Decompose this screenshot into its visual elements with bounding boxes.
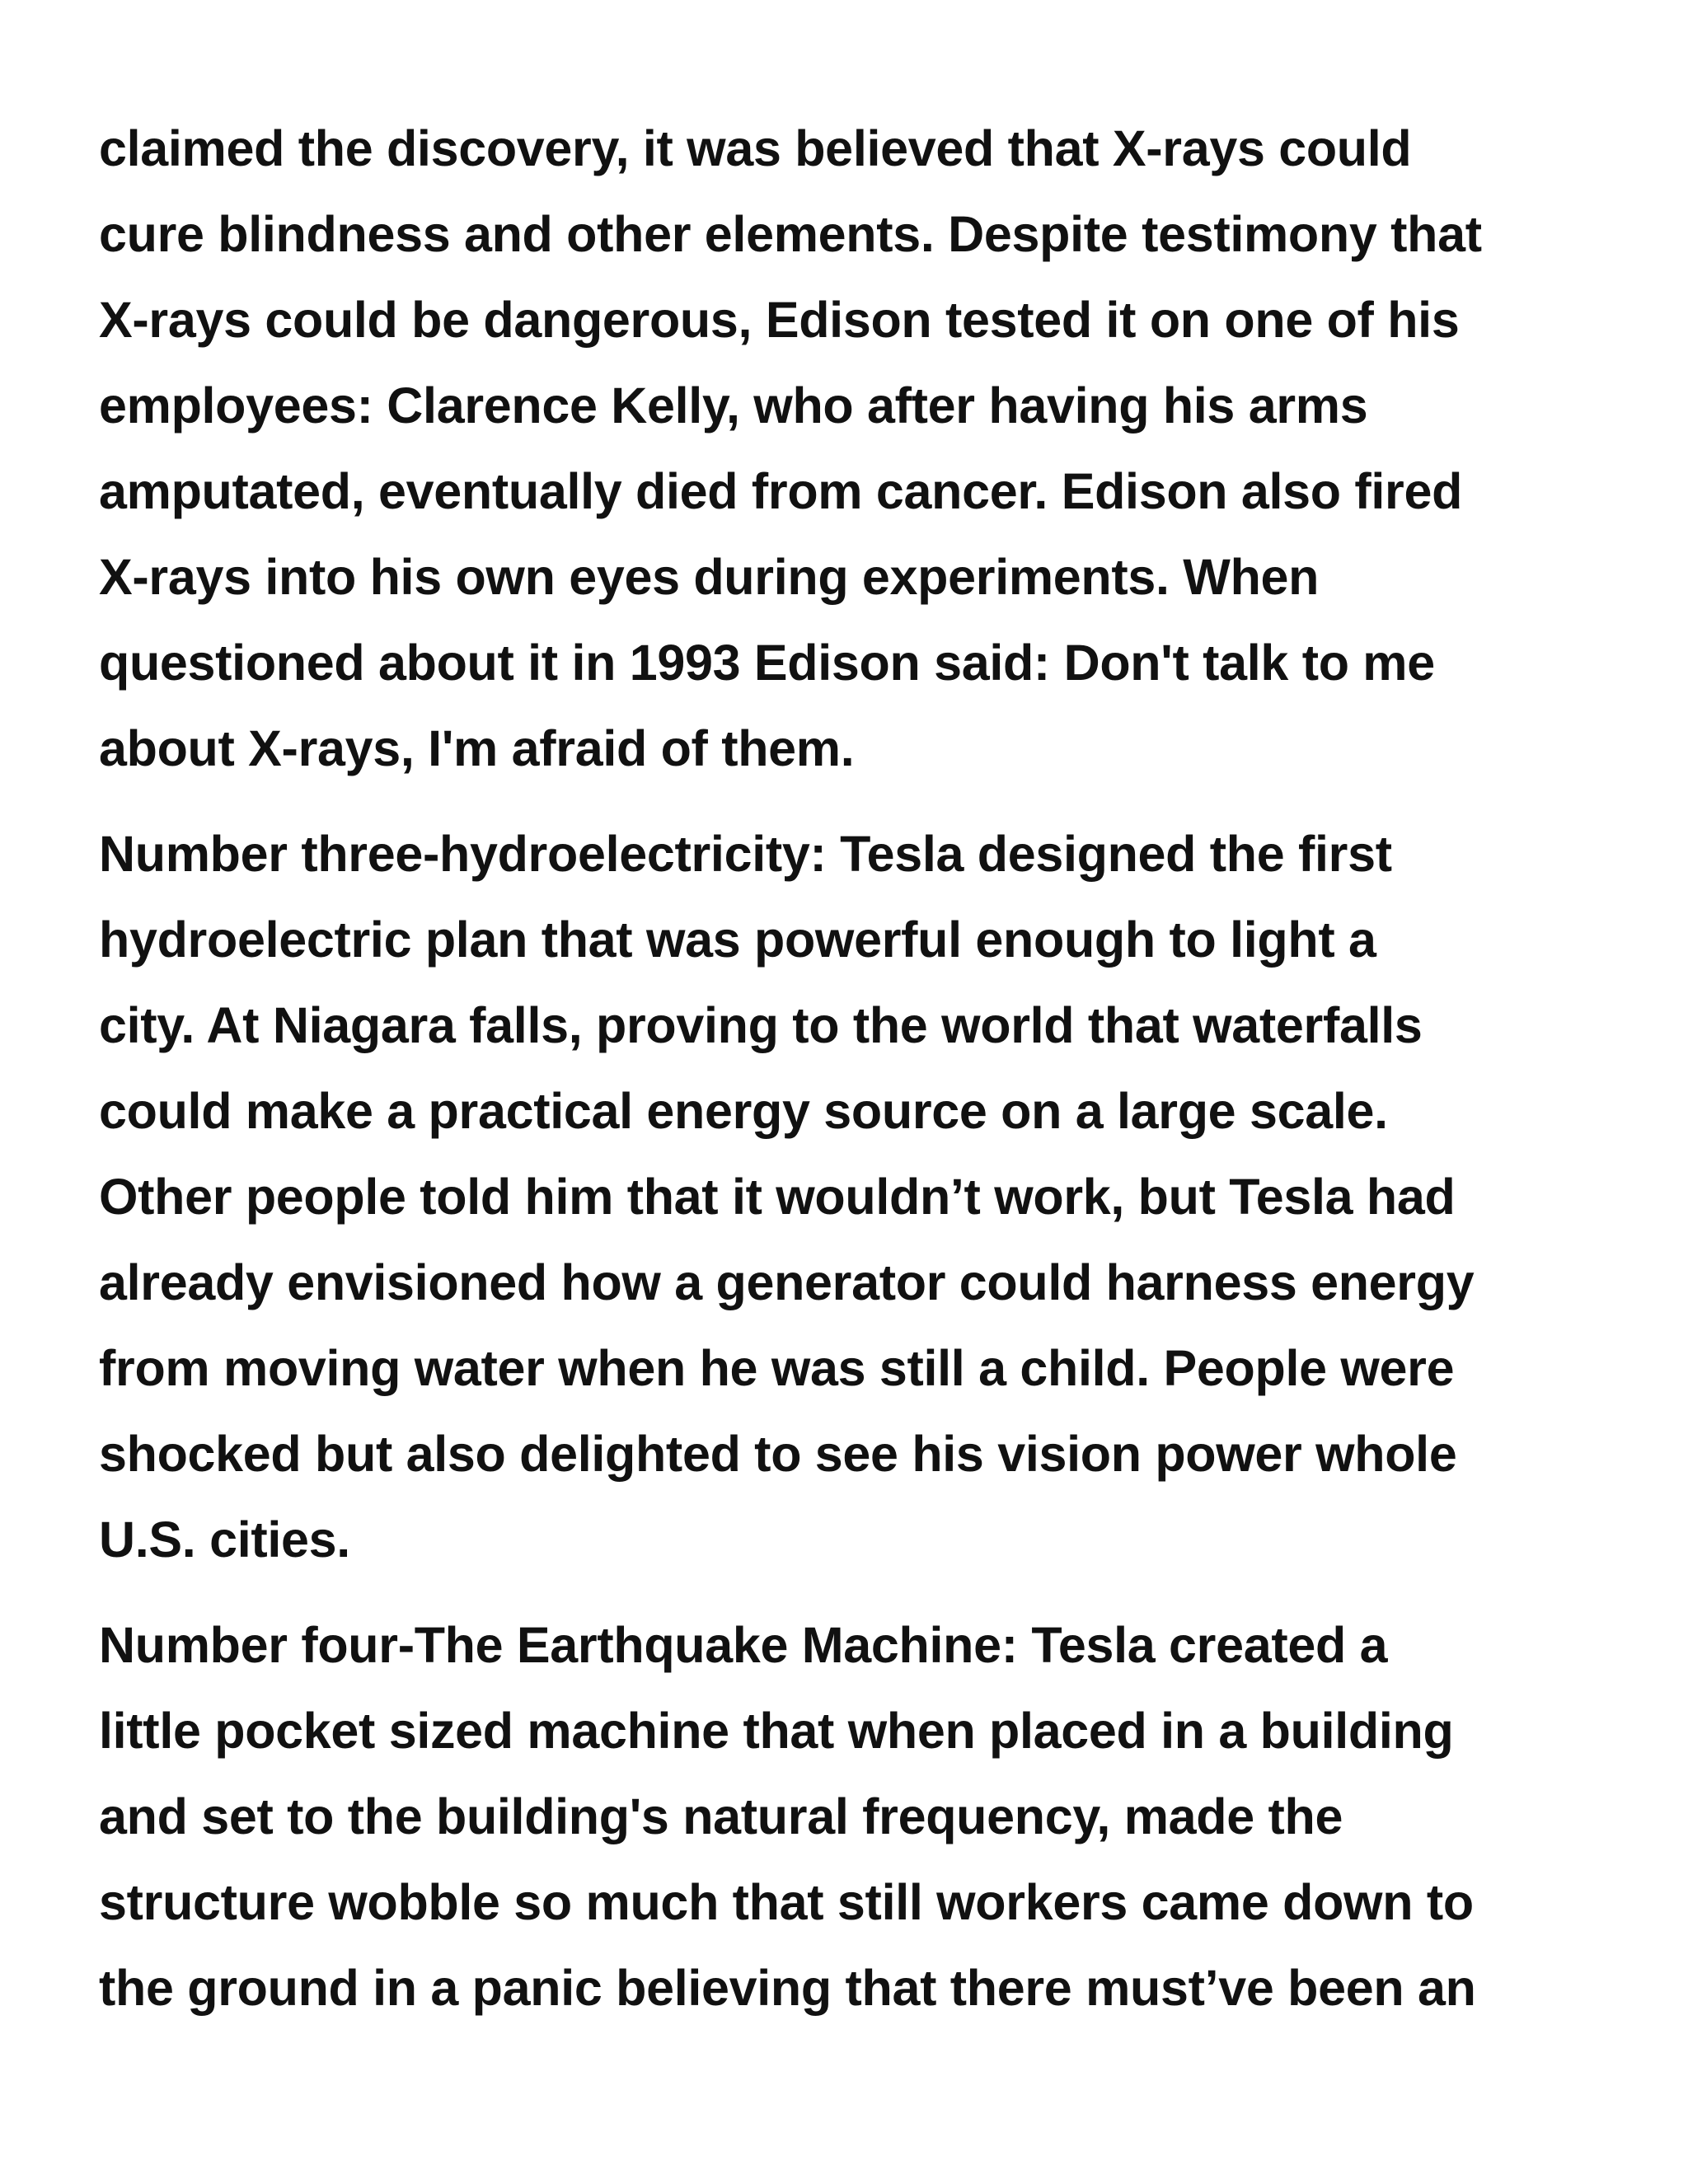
text-line: Other people told him that it wouldn’t work, but Tesla had [99, 1169, 1456, 1225]
text-line: structure wobble so much that still workers came down to [99, 1874, 1474, 1930]
text-line: U.S. cities. [99, 1511, 350, 1568]
text-line: city. At Niagara falls, proving to the world that waterfalls [99, 997, 1423, 1053]
text-line: the ground in a panic believing that there must’ve been an [99, 1960, 1476, 2016]
paragraph-hydroelectricity [99, 811, 1607, 1582]
text-line: Number three-hydroelectricity: Tesla designed the first [99, 826, 1392, 882]
text-line: hydroelectric plan that was powerful enough to light a [99, 912, 1376, 968]
text-line: already envisioned how a generator could harness energy [99, 1254, 1475, 1310]
text-line: could make a practical energy source on a large scale. [99, 1083, 1388, 1139]
text-line: amputated, eventually died from cancer. Edison also fired [99, 463, 1463, 519]
text-line: little pocket sized machine that when placed in a building [99, 1703, 1454, 1759]
text-line: and set to the building's natural frequency, made the [99, 1788, 1343, 1844]
text-line: X-rays could be dangerous, Edison tested it on one of his [99, 292, 1460, 348]
text-line: cure blindness and other elements. Despite testimony that [99, 206, 1482, 262]
text-line: shocked but also delighted to see his vision power whole [99, 1426, 1457, 1482]
document-page [99, 105, 1607, 2050]
text-line: Number four-The Earthquake Machine: Tesla created a [99, 1617, 1388, 1673]
text-line: about X-rays, I'm afraid of them. [99, 720, 855, 776]
text-line: claimed the discovery, it was believed that X-rays could [99, 120, 1412, 176]
paragraph-xrays [99, 105, 1607, 791]
text-line: questioned about it in 1993 Edison said: Don't talk to me [99, 635, 1435, 691]
text-line: X-rays into his own eyes during experiments. When [99, 549, 1320, 605]
paragraph-earthquake-machine [99, 1602, 1607, 2031]
text-line: employees: Clarence Kelly, who after having his arms [99, 377, 1368, 434]
text-line: from moving water when he was still a child. People were [99, 1340, 1455, 1396]
